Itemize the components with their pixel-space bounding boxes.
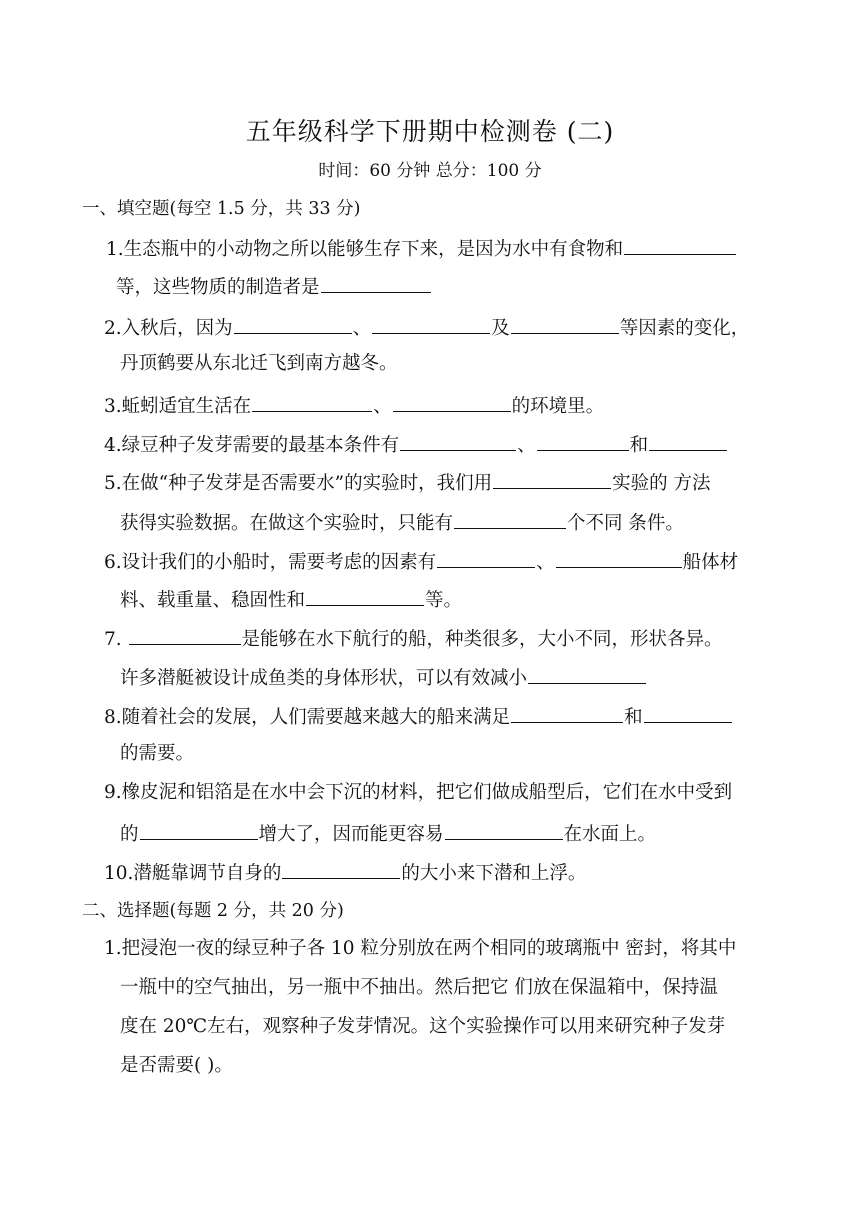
question-7-line-2 (120, 663, 647, 692)
answer-blank[interactable] (556, 547, 682, 568)
section-1-heading: 一、填空题(每空 1.5 分，共 33 分) (82, 199, 361, 219)
question-1-line-1 (106, 234, 737, 263)
answer-blank[interactable] (393, 391, 511, 412)
question-text: 及 (491, 318, 510, 339)
answer-blank[interactable] (400, 430, 516, 451)
answer-blank[interactable] (306, 585, 424, 606)
question-text: 等。 (425, 590, 463, 611)
answer-blank[interactable] (649, 430, 727, 451)
answer-blank[interactable] (511, 702, 623, 723)
question-5-line-2 (120, 508, 684, 537)
question-text: 等，这些物质的制造者是 (116, 277, 320, 298)
answer-blank[interactable] (644, 702, 732, 723)
answer-blank[interactable] (511, 313, 619, 334)
question-text: 的环境里。 (511, 396, 605, 417)
mc-question-1-line-2: 一瓶中的空气抽出，另一瓶中不抽出。然后把它 们放在保温箱中，保持温 (120, 977, 718, 998)
question-text: 6.设计我们的小船时，需要考虑的因素有 (104, 552, 437, 573)
question-text: 增大了，因而能更容易 (258, 824, 444, 845)
question-text: 获得实验数据。在做这个实验时，只能有 (120, 513, 454, 534)
exam-info: 时间：60 分钟 总分：100 分 (318, 161, 542, 181)
page-title: 五年级科学下册期中检测卷 (二) (245, 117, 615, 146)
question-text: 和 (629, 435, 649, 456)
question-9-line-2 (120, 819, 656, 848)
question-text: 7. (104, 629, 128, 650)
question-text: 8.随着社会的发展，人们需要越来越大的船来满足 (104, 707, 511, 728)
mc-question-1-line-1: 1.把浸泡一夜的绿豆种子各 10 粒分别放在两个相同的玻璃瓶中 密封，将其中 (104, 938, 737, 959)
question-text: 在水面上。 (563, 824, 657, 845)
question-2-line-1 (104, 313, 749, 342)
answer-blank[interactable] (445, 819, 563, 840)
answer-blank[interactable] (252, 391, 372, 412)
question-3 (104, 391, 604, 420)
question-text: 料、载重量、稳固性和 (120, 590, 306, 611)
question-text: 的 (120, 824, 139, 845)
answer-blank[interactable] (454, 508, 566, 529)
answer-blank[interactable] (282, 858, 400, 879)
question-text: 、 (517, 435, 536, 456)
question-4 (104, 430, 728, 459)
answer-blank[interactable] (372, 313, 490, 334)
question-text: 是能够在水下航行的船，种类很多，大小不同，形状各异。 (241, 629, 723, 650)
question-text: 个不同 条件。 (567, 513, 684, 534)
question-text: 实验的 方法 (612, 473, 711, 494)
question-text: 和 (624, 707, 643, 728)
answer-blank[interactable] (624, 234, 736, 255)
answer-blank[interactable] (234, 313, 352, 334)
question-text: 船体材 (682, 552, 739, 573)
question-text: 4.绿豆种子发芽需要的最基本条件有 (104, 435, 400, 456)
mc-question-1-line-3: 度在 20℃左右，观察种子发芽情况。这个实验操作可以用来研究种子发芽 (120, 1016, 726, 1037)
question-1-line-2 (116, 272, 432, 301)
answer-blank[interactable] (528, 663, 646, 684)
question-7-line-1 (104, 624, 723, 653)
question-6-line-1 (104, 547, 738, 576)
question-text: 的大小来下潜和上浮。 (401, 863, 587, 884)
answer-blank[interactable] (140, 819, 258, 840)
question-text: 2.入秋后，因为 (104, 318, 233, 339)
question-text: 、 (373, 396, 392, 417)
answer-blank[interactable] (129, 624, 241, 645)
answer-blank[interactable] (437, 547, 535, 568)
question-text: 、 (536, 552, 555, 573)
question-text: 1.生态瓶中的小动物之所以能够生存下来，是因为水中有食物和 (106, 239, 624, 260)
answer-blank[interactable] (321, 272, 431, 293)
question-text: 5.在做“种子发芽是否需要水”的实验时，我们用 (104, 473, 493, 494)
answer-blank[interactable] (537, 430, 629, 451)
question-text: 等因素的变化， (619, 318, 750, 339)
question-text: 10.潜艇靠调节自身的 (104, 863, 282, 884)
question-text: 3.蚯蚓适宜生活在 (104, 396, 252, 417)
question-8-line-2: 的需要。 (120, 743, 195, 764)
question-2-line-2: 丹顶鹤要从东北迁飞到南方越冬。 (120, 353, 398, 374)
question-9-line-1: 9.橡皮泥和铝箔是在水中会下沉的材料，把它们做成船型后，它们在水中受到 (104, 782, 733, 803)
answer-blank[interactable] (493, 468, 611, 489)
question-8-line-1 (104, 702, 733, 731)
question-10 (104, 858, 586, 887)
question-text: 、 (352, 318, 372, 339)
question-6-line-2 (120, 585, 462, 614)
question-text: 许多潜艇被设计成鱼类的身体形状，可以有效减小 (120, 668, 528, 689)
question-5-line-1 (104, 468, 710, 497)
section-2-heading: 二、选择题(每题 2 分，共 20 分) (82, 901, 344, 921)
mc-question-1-line-4: 是否需要( )。 (120, 1055, 233, 1076)
